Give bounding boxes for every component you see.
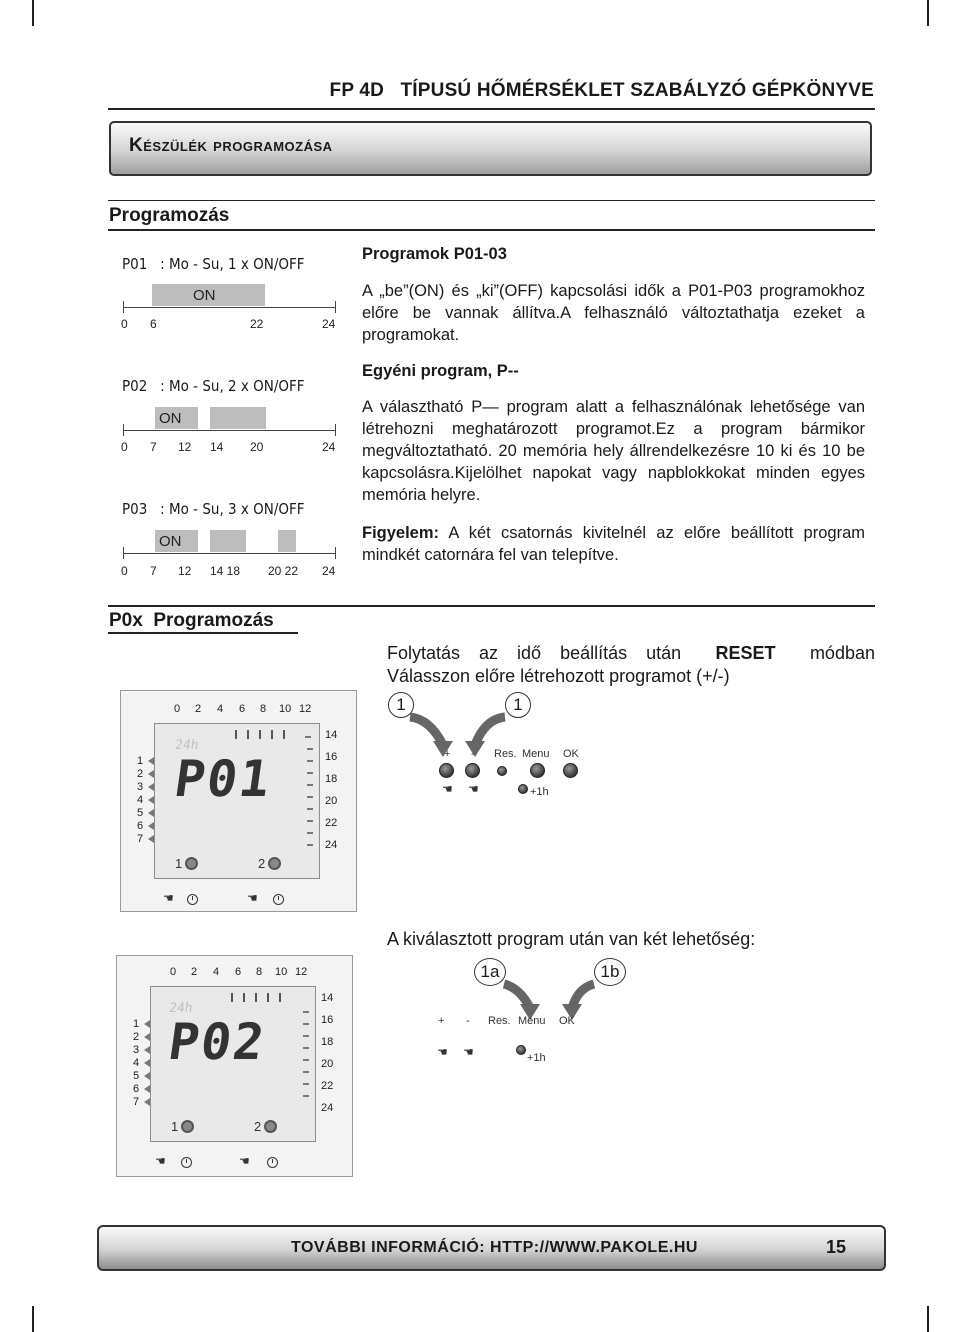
timeline-tick [123,424,124,436]
timeline-tick [335,301,336,313]
on-label: ON [159,410,182,427]
hour-segment [247,730,249,739]
scale-label: 0 [170,966,177,978]
hour-segment [307,844,313,846]
day-marker [148,770,154,778]
manual-hand-icon: ☚ [442,782,453,796]
scale-label: 10 [279,703,292,715]
hour-segment [231,993,233,1002]
instruction-text: Folytatás az idő beállítás után [387,643,682,663]
chapter-banner [109,121,872,176]
button-label: + [438,1015,445,1027]
on-period [278,530,296,552]
day-marker [144,1046,150,1054]
axis-label: 12 [178,564,192,578]
manual-hand-icon: ☚ [155,1154,166,1168]
day-label: 4 [133,1057,140,1069]
manual-hand-icon: ☚ [463,1045,474,1059]
axis-label: 7 [150,564,157,578]
section-rule [108,229,875,231]
instruction-text: módban [809,643,875,663]
button-label: Menu [518,1015,546,1027]
channel-label: 1 [175,856,183,871]
day-label: 6 [133,1083,140,1095]
mode-indicator: 24h [167,1001,194,1016]
axis-label: 0 [121,317,128,331]
scale-label: 10 [275,966,288,978]
channel-label: 2 [258,856,266,871]
day-marker [148,809,154,817]
program-label-p03: P03 : Mo - Su, 3 x ON/OFF [122,500,305,518]
axis-label: 7 [150,440,157,454]
scale-label: 20 [325,795,338,807]
day-label: 3 [137,781,144,793]
day-marker [144,1072,150,1080]
day-label: 5 [137,807,144,819]
footer-url: TOVÁBBI INFORMÁCIÓ: HTTP://WWW.PAKOLE.HU [291,1239,698,1256]
axis-label: 20 22 [268,564,299,578]
scale-label: 8 [260,703,267,715]
manual-hand-icon: ☚ [437,1045,448,1059]
scale-label: 16 [321,1014,334,1026]
scale-label: 14 [325,729,338,741]
axis-label: 20 [250,440,264,454]
document-header: FP 4D TÍPUSÚ HŐMÉRSÉKLET SZABÁLYZÓ GÉPKÖNYVE [329,80,874,101]
day-label: 7 [137,833,144,845]
warning-label: Figyelem: [362,524,440,542]
minus-button[interactable] [465,763,480,778]
timeline-tick [123,547,124,559]
button-label: +1h [527,1052,546,1064]
page-number: 15 [825,1237,846,1257]
clock-icon [267,1157,278,1168]
scale-label: 18 [321,1036,334,1048]
day-marker [144,1059,150,1067]
day-label: 1 [133,1018,140,1030]
day-label: 1 [137,755,144,767]
day-label: 2 [133,1031,140,1043]
scale-label: 22 [325,817,338,829]
chapter-title: Készülék programozása [129,135,333,156]
hour-segment [235,730,237,739]
button-label: OK [559,1015,575,1027]
manual-hand-icon: ☚ [247,891,258,905]
scale-label: 18 [325,773,338,785]
scale-label: 0 [174,703,181,715]
hour-segment [303,1011,309,1013]
axis-label: 0 [121,440,128,454]
hour-segment [307,808,313,810]
scale-label: 2 [191,966,198,978]
thermostat-display [116,955,353,1177]
section-title-programming: Programozás [109,205,230,226]
channel-indicator [185,857,198,870]
program-label-p01: P01 : Mo - Su, 1 x ON/OFF [122,255,305,273]
scale-label: 16 [325,751,338,763]
scale-label: 4 [217,703,224,715]
scale-label: 6 [235,966,242,978]
hour-segment [303,1095,309,1097]
reset-button[interactable] [497,766,507,776]
mode-indicator: 24h [173,738,200,753]
crop-mark [32,0,34,26]
axis-label: 0 [121,564,128,578]
day-marker [148,835,154,843]
hour-segment [307,796,313,798]
hour-segment [255,993,257,1002]
on-label: ON [193,287,216,304]
axis-label: 6 [150,317,157,331]
step-callout: 1a [474,958,506,986]
hour-segment [307,820,313,822]
button-label: + [444,748,451,760]
hour-segment [279,993,281,1002]
on-period [210,530,246,552]
manual-hand-icon: ☚ [468,782,479,796]
instruction-two-options: A kiválasztott program után van két lehetőség: [387,929,756,949]
manual-hand-icon: ☚ [163,891,174,905]
hour-segment [307,760,313,762]
timeline-p03 [123,553,336,554]
paragraph-warning [362,522,865,566]
channel-indicator [264,1120,277,1133]
axis-label: 14 18 [210,564,241,578]
header-rule [108,108,875,110]
button-label: +1h [530,786,549,798]
timeline-tick [123,301,124,313]
warning-text: A két csatornás kivitelnél az előre beállított program mindkét catornára fel van telepítve. [362,524,865,564]
scale-label: 24 [325,839,338,851]
hour-segment [303,1047,309,1049]
day-marker [144,1085,150,1093]
manual-hand-icon: ☚ [239,1154,250,1168]
button-label: Menu [522,748,550,760]
program-display-p01: P01 [170,750,276,808]
day-marker [144,1020,150,1028]
axis-label: 24 [322,317,336,331]
axis-label: 24 [322,440,336,454]
crop-mark [927,1306,929,1332]
hour-segment [307,772,313,774]
program-display-p02: P02 [164,1013,270,1071]
hour-segment [267,993,269,1002]
scale-label: 22 [321,1080,334,1092]
crop-mark [927,0,929,26]
axis-label: 14 [210,440,224,454]
hour-segment [303,1059,309,1061]
hour-segment [305,736,311,738]
paragraph-custom-program: A választható P— program alatt a felhasználónak lehetősége van létrehozni meghatározott programot.Ez a program bármikor megváltoztatható. 20 memória hely állrendelkezésre 10 ki és 10 be kapcsolásra.Kijelölhet napokat vagy napblokkokat minden egyes memória helyre. [362,398,865,504]
day-marker [148,796,154,804]
day-label: 3 [133,1044,140,1056]
section-rule-top [108,200,875,201]
section-rule [108,605,875,607]
day-label: 6 [137,820,144,832]
hour-segment [303,1083,309,1085]
channel-indicator [181,1120,194,1133]
scale-label: 24 [321,1102,334,1114]
page-footer [97,1225,886,1271]
scale-label: 14 [321,992,334,1004]
day-marker [144,1098,150,1106]
hour-segment [303,1035,309,1037]
button-label: OK [563,748,579,760]
clock-icon [187,894,198,905]
day-marker [148,757,154,765]
menu-button[interactable] [530,763,545,778]
plus-1h-button[interactable] [516,1045,526,1055]
scale-label: 12 [299,703,312,715]
thermostat-display [120,690,357,912]
timeline-tick [335,424,336,436]
step-callout: 1 [388,692,414,718]
day-label: 7 [133,1096,140,1108]
hour-segment [307,748,313,750]
reset-keyword: RESET [715,643,776,663]
day-marker [148,783,154,791]
section-title-p0x: P0x Programozás [109,610,274,631]
scale-label: 6 [239,703,246,715]
on-label: ON [159,533,182,550]
heading-programs-p01-03: Programok P01-03 [362,245,507,263]
crop-mark [32,1306,34,1332]
section-title-underline [108,632,298,634]
channel-indicator [268,857,281,870]
axis-label: 22 [250,317,264,331]
instruction-line-1 [387,643,875,664]
button-label: Res. [494,748,517,760]
scale-label: 8 [256,966,263,978]
timeline-p02 [123,430,336,431]
scale-label: 20 [321,1058,334,1070]
hour-segment [259,730,261,739]
hour-segment [307,832,313,834]
axis-label: 24 [322,564,336,578]
scale-label: 12 [295,966,308,978]
channel-label: 1 [171,1119,179,1134]
day-label: 5 [133,1070,140,1082]
button-label: - [466,1015,470,1027]
clock-icon [181,1157,192,1168]
hour-segment [307,784,313,786]
channel-label: 2 [254,1119,262,1134]
on-period [210,407,266,429]
step-callout: 1b [594,958,626,986]
hour-segment [271,730,273,739]
program-label-p02: P02 : Mo - Su, 2 x ON/OFF [122,377,305,395]
day-label: 4 [137,794,144,806]
hour-segment [283,730,285,739]
step-callout: 1 [505,692,531,718]
ok-button[interactable] [563,763,578,778]
day-marker [148,822,154,830]
plus-1h-button[interactable] [518,784,528,794]
instruction-line-2: Válasszon előre létrehozott programot (+/-) [387,666,730,686]
hour-segment [303,1023,309,1025]
paragraph-programs: A „be”(ON) és „ki”(OFF) kapcsolási idők a P01-P03 programokhoz előre be vannak állítva.A felhasználó változtathatja ezeket a programokat. [362,282,865,344]
heading-custom-program: Egyéni program, P-- [362,362,519,380]
lcd-screen [150,986,316,1142]
clock-icon [273,894,284,905]
hour-segment [303,1071,309,1073]
button-label: Res. [488,1015,511,1027]
lcd-screen [154,723,320,879]
hour-segment [243,993,245,1002]
timeline-tick [335,547,336,559]
scale-label: 4 [213,966,220,978]
button-label: - [471,748,475,760]
plus-button[interactable] [439,763,454,778]
timeline-p01 [123,307,336,308]
day-marker [144,1033,150,1041]
axis-label: 12 [178,440,192,454]
scale-label: 2 [195,703,202,715]
day-label: 2 [137,768,144,780]
